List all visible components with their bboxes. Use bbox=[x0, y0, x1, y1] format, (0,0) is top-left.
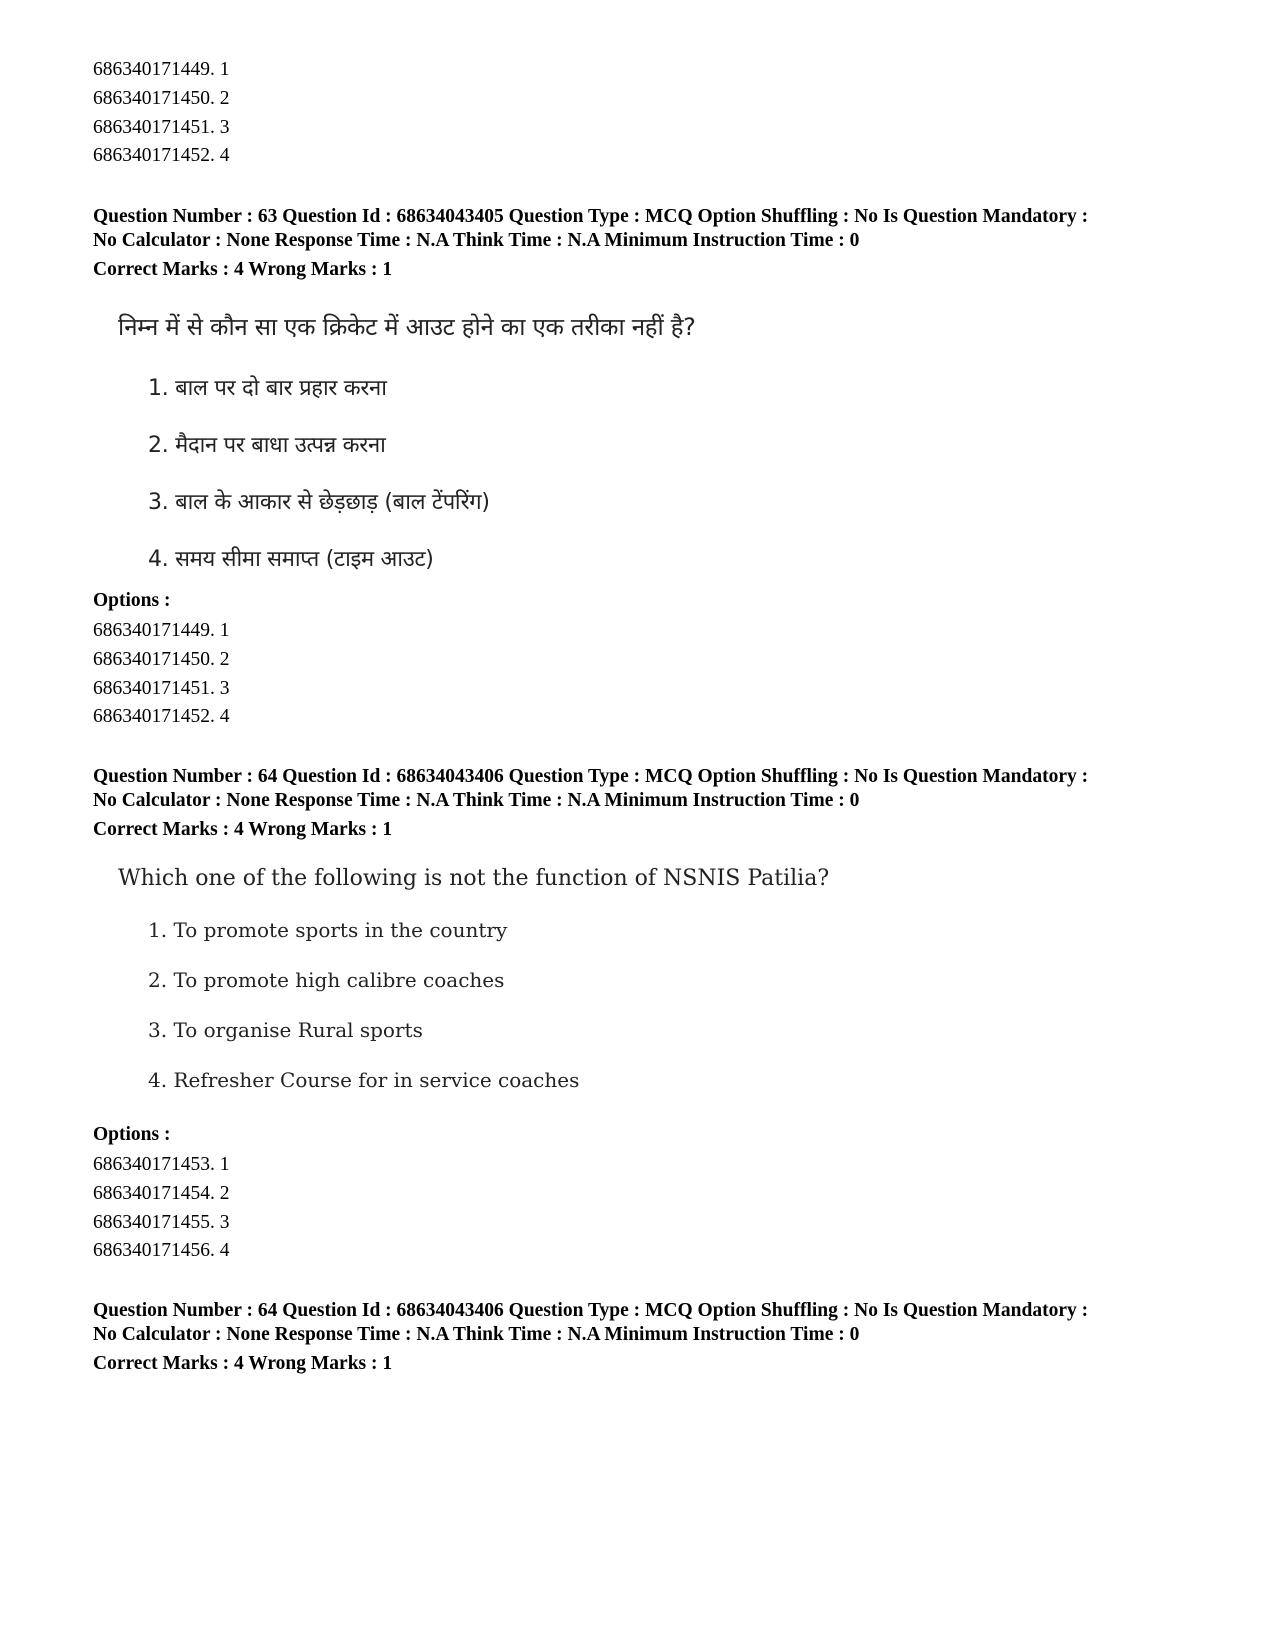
question-choice: 2. मैदान पर बाधा उत्पन्न करना bbox=[148, 433, 386, 458]
option-item: 686340171455. 3 bbox=[93, 1211, 230, 1233]
option-item: 686340171450. 2 bbox=[93, 87, 230, 109]
option-item: 686340171451. 3 bbox=[93, 116, 230, 138]
question-63-body bbox=[118, 310, 696, 573]
question-meta-line1: Question Number : 64 Question Id : 68634043406 Question Type : MCQ Option Shuffling : No Is Question Mandatory : bbox=[93, 766, 1089, 787]
question-choice: 2. To promote high calibre coaches bbox=[148, 968, 505, 992]
option-item: 686340171456. 4 bbox=[93, 1240, 230, 1262]
question-stem: Which one of the following is not the function of NSNIS Patilia? bbox=[118, 866, 830, 891]
question-meta-line2: No Calculator : None Response Time : N.A Think Time : N.A Minimum Instruction Time : 0 bbox=[93, 1324, 860, 1345]
question-63-header bbox=[93, 205, 1213, 282]
question-choice: 1. बाल पर दो बार प्रहार करना bbox=[148, 376, 387, 401]
option-item: 686340171452. 4 bbox=[93, 145, 230, 167]
prev-question-options bbox=[93, 56, 230, 171]
option-item: 686340171454. 2 bbox=[93, 1182, 230, 1204]
option-item: 686340171449. 1 bbox=[93, 620, 230, 641]
question-choice: 4. Refresher Course for in service coaches bbox=[148, 1068, 580, 1092]
question-64-body bbox=[118, 866, 829, 1092]
options-label: Options : bbox=[93, 590, 171, 611]
question-meta-line1: Question Number : 63 Question Id : 68634043405 Question Type : MCQ Option Shuffling : No Is Question Mandatory : bbox=[93, 206, 1089, 227]
option-item: 686340171453. 1 bbox=[93, 1154, 230, 1175]
option-item: 686340171450. 2 bbox=[93, 648, 230, 670]
question-marks: Correct Marks : 4 Wrong Marks : 1 bbox=[93, 819, 393, 840]
question-64-options bbox=[93, 1151, 230, 1266]
option-item: 686340171452. 4 bbox=[93, 706, 230, 728]
question-meta-line2: No Calculator : None Response Time : N.A Think Time : N.A Minimum Instruction Time : 0 bbox=[93, 230, 860, 251]
question-marks: Correct Marks : 4 Wrong Marks : 1 bbox=[93, 259, 393, 280]
question-choice: 1. To promote sports in the country bbox=[148, 918, 508, 942]
question-64-repeat-header bbox=[93, 1299, 1213, 1376]
question-stem: निम्न में से कौन सा एक क्रिकेट में आउट होने का एक तरीका नहीं है? bbox=[118, 313, 696, 341]
question-choice: 3. To organise Rural sports bbox=[148, 1018, 423, 1042]
question-64-header bbox=[93, 765, 1213, 842]
question-meta-line2: No Calculator : None Response Time : N.A Think Time : N.A Minimum Instruction Time : 0 bbox=[93, 790, 860, 811]
question-meta-line1: Question Number : 64 Question Id : 68634043406 Question Type : MCQ Option Shuffling : No Is Question Mandatory : bbox=[93, 1300, 1089, 1321]
question-choice: 3. बाल के आकार से छेड़छाड़ (बाल टेंपरिंग) bbox=[148, 490, 490, 515]
options-label: Options : bbox=[93, 1124, 171, 1145]
question-marks: Correct Marks : 4 Wrong Marks : 1 bbox=[93, 1353, 393, 1374]
option-item: 686340171451. 3 bbox=[93, 677, 230, 699]
question-63-options bbox=[93, 617, 230, 732]
question-choice: 4. समय सीमा समाप्त (टाइम आउट) bbox=[148, 547, 434, 572]
option-item: 686340171449. 1 bbox=[93, 59, 230, 80]
